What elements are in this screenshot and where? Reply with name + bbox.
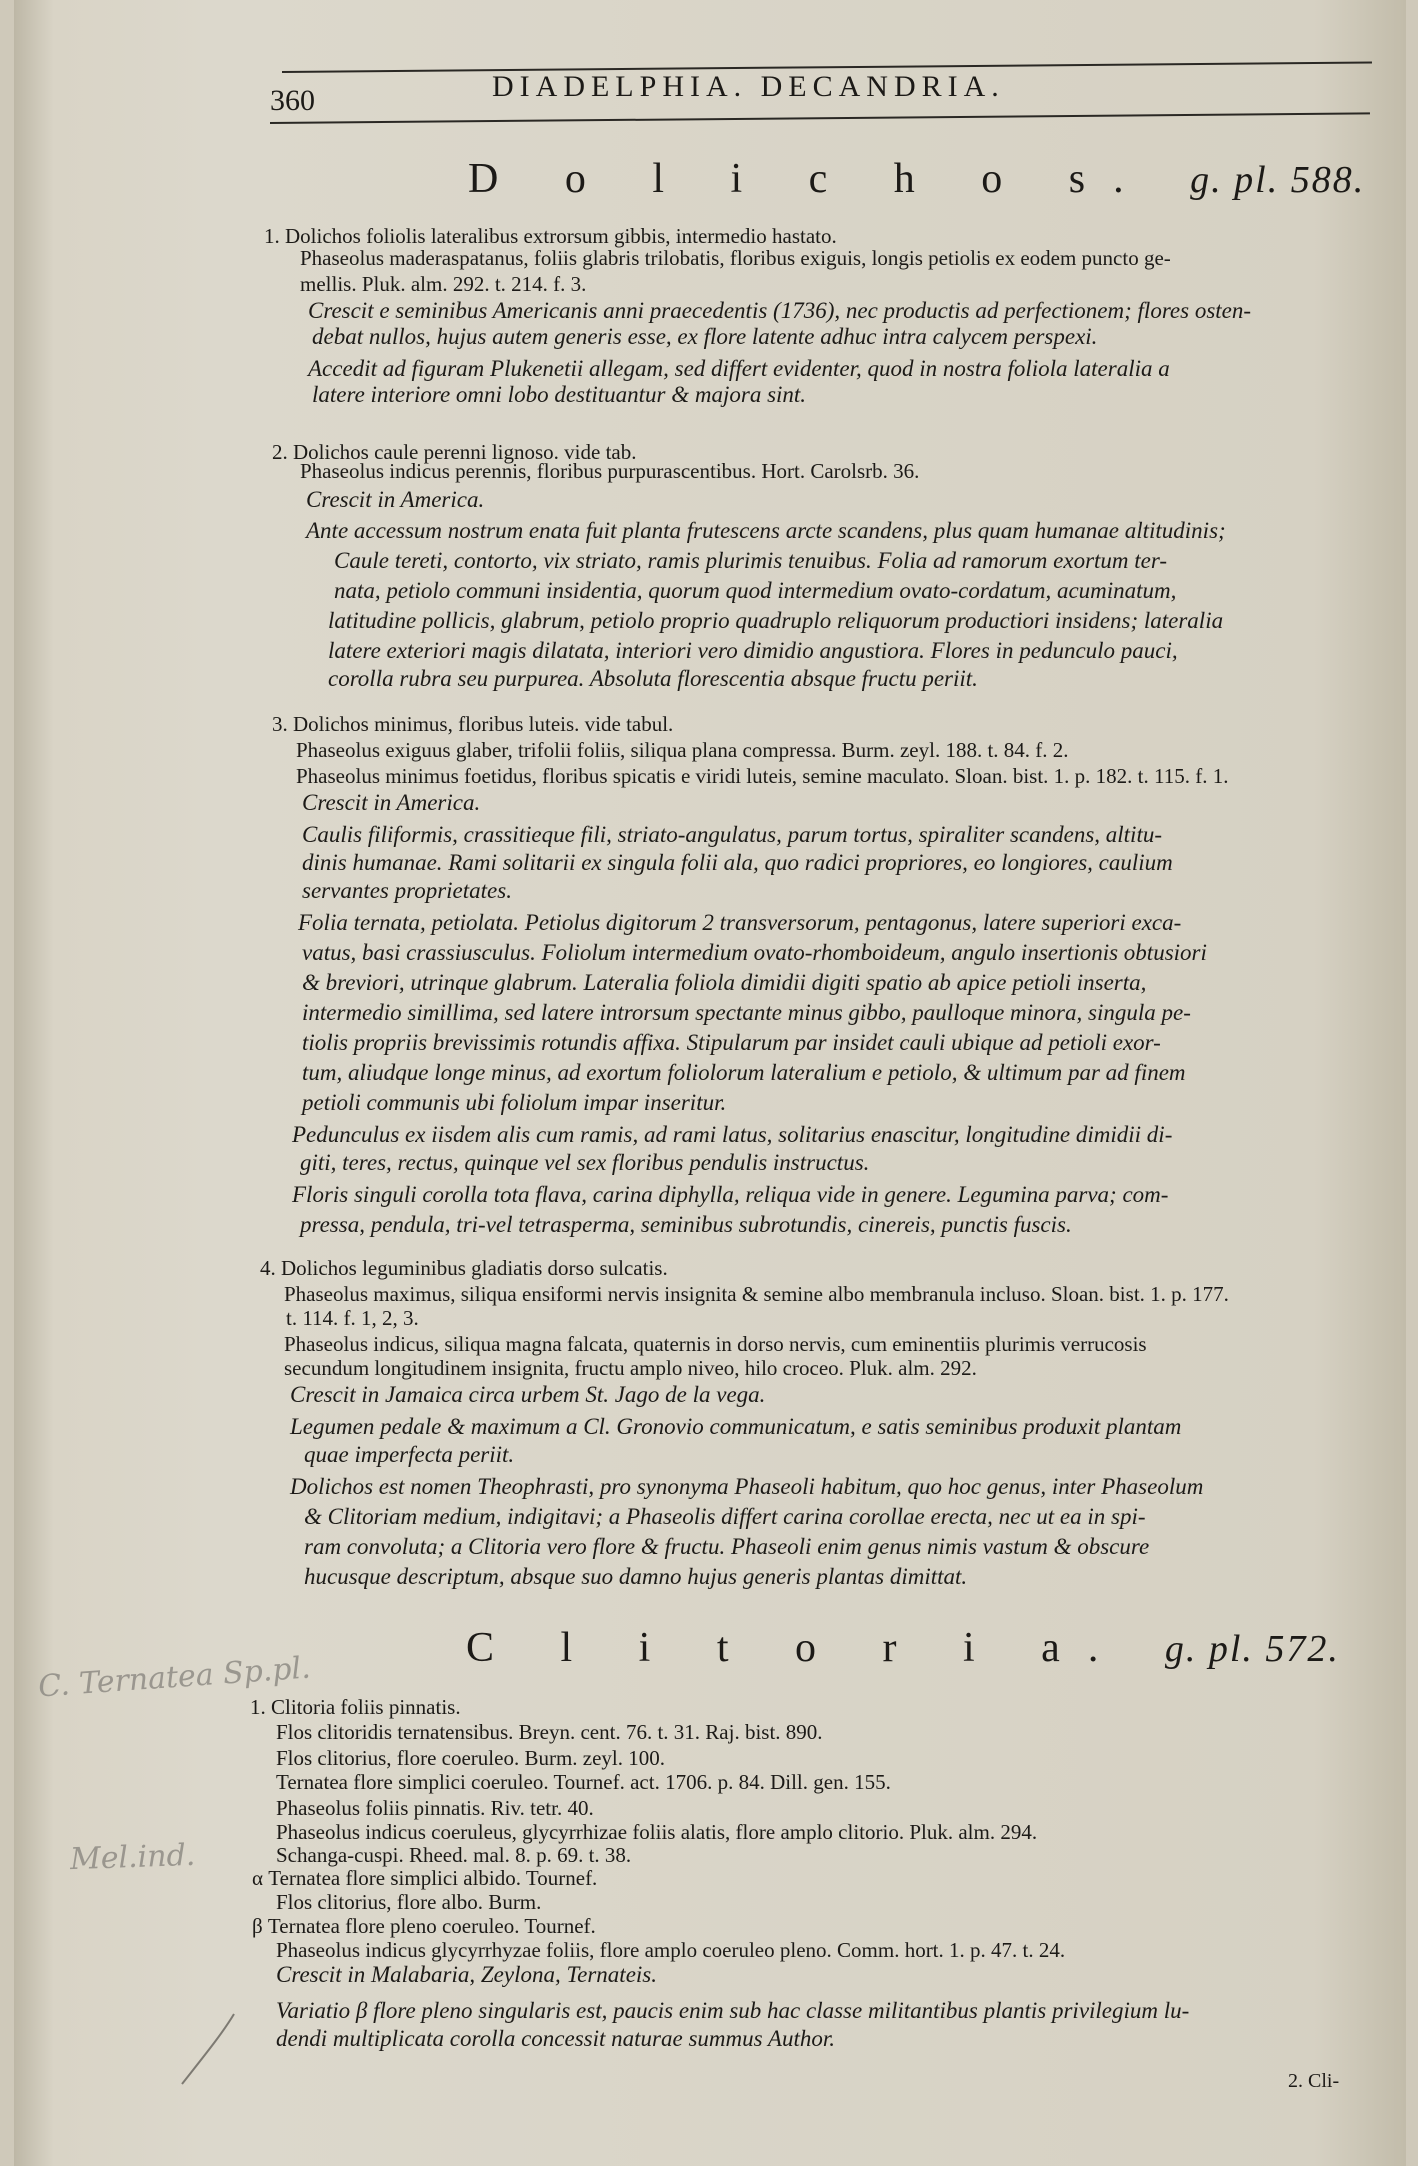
text-line: Crescit in Jamaica circa urbem St. Jago de la vega. (290, 1382, 766, 1407)
genus-reference: g. pl. 572. (1164, 1628, 1340, 1670)
text-line: 2. Dolichos caule perenni lignoso. vide tab. (272, 440, 637, 464)
text-line: hucusque descriptum, absque suo damno hujus generis plantas dimittat. (304, 1564, 968, 1589)
text-line: Caule tereti, contorto, vix striato, ramis plurimis tenuibus. Folia ad ramorum exortum ter- (334, 548, 1168, 573)
text-line: Crescit in America. (306, 487, 485, 512)
text-line: Floris singuli corolla tota flava, carina diphylla, reliqua vide in genere. Legumina parva; com- (292, 1182, 1169, 1207)
text-line: dendi multiplicata corolla concessit naturae summus Author. (276, 2026, 835, 2051)
running-title: DIADELPHIA. DECANDRIA. (492, 70, 1005, 103)
text-line: Ternatea flore simplici coeruleo. Tournef. act. 1706. p. 84. Dill. gen. 155. (276, 1770, 891, 1794)
text-line: tum, aliudque longe minus, ad exortum foliolorum lateralium e petiolo, & ultimum par ad finem (302, 1060, 1186, 1085)
text-line: Schanga-cuspi. Rheed. mal. 8. p. 69. t. 38. (276, 1843, 632, 1867)
book-page (14, 0, 1406, 2166)
genus-reference: g. pl. 588. (1190, 159, 1366, 201)
text-line: β Ternatea flore pleno coeruleo. Tournef. (252, 1914, 596, 1938)
page-number: 360 (270, 84, 315, 117)
text-line: Pedunculus ex iisdem alis cum ramis, ad rami latus, solitarius enascitur, longitudine dimidii di- (292, 1122, 1173, 1147)
genus-heading-clitoria (466, 1624, 1340, 1672)
margin-annotation: C. Ternatea Sp.pl. (37, 1650, 312, 1705)
text-line: tiolis propriis brevissimis rotundis affixa. Stipularum par insidet cauli ubique ad petioli exor- (302, 1030, 1161, 1055)
text-line: pressa, pendula, tri-vel tetrasperma, seminibus subrotundis, cinereis, punctis fuscis. (300, 1212, 1072, 1237)
text-line: Accedit ad figuram Plukenetii allegam, sed differt evidenter, quod in nostra foliola lateralia a (308, 356, 1170, 381)
text-line: nata, petiolo communi insidentia, quorum quod intermedium ovato-cordatum, acuminatum, (334, 578, 1177, 603)
text-line: Crescit e seminibus Americanis anni praecedentis (1736), nec productis ad perfectionem; flores osten- (308, 298, 1252, 323)
text-line: giti, teres, rectus, quinque vel sex floribus pendulis instructus. (300, 1150, 870, 1175)
text-line: latere interiore omni lobo destituantur & majora sint. (312, 382, 807, 407)
genus-title: C l i t o r i a. (466, 1625, 1127, 1671)
text-line: secundum longitudinem insignita, fructu amplo niveo, hilo croceo. Pluk. alm. 292. (284, 1356, 977, 1380)
text-line: latere exteriori magis dilatata, interiori vero dimidio angustiora. Flores in pedunculo pauci, (328, 638, 1178, 663)
text-line: debat nullos, hujus autem generis esse, ex flore latente adhuc intra calycem perspexi. (312, 324, 1098, 349)
text-line: dinis humanae. Rami solitarii ex singula folii ala, quo radici propriores, eo longiores, caulium (302, 850, 1173, 875)
text-line: Variatio β flore pleno singularis est, paucis enim sub hac classe militantibus plantis privilegium lu- (276, 1998, 1190, 2023)
text-line: Folia ternata, petiolata. Petiolus digitorum 2 transversorum, pentagonus, latere superiori exca- (298, 910, 1182, 935)
text-line: corolla rubra seu purpurea. Absoluta florescentia absque fructu periit. (328, 666, 978, 691)
text-line: t. 114. f. 1, 2, 3. (286, 1306, 419, 1330)
text-line: Phaseolus minimus foetidus, floribus spicatis e viridi luteis, semine maculato. Sloan. bist. 1. p. 182. t. 115. f. 1. (296, 764, 1229, 788)
text-line: Flos clitorius, flore coeruleo. Burm. zeyl. 100. (276, 1746, 666, 1770)
text-line: Legumen pedale & maximum a Cl. Gronovio communicatum, e satis seminibus produxit plantam (290, 1414, 1182, 1439)
text-line: α Ternatea flore simplici albido. Tournef. (252, 1866, 598, 1890)
header-rule-bottom (270, 112, 1370, 124)
text-line: mellis. Pluk. alm. 292. t. 214. f. 3. (300, 272, 587, 296)
text-line: 3. Dolichos minimus, floribus luteis. vide tabul. (272, 712, 674, 736)
text-line: & breviori, utrinque glabrum. Lateralia foliola dimidii digiti spatio ab apice petioli inserta, (302, 970, 1147, 995)
text-line: Caulis filiformis, crassitieque fili, striato-angulatus, parum tortus, spiraliter scandens, altitu- (302, 822, 1162, 847)
text-line: vatus, basi crassiusculus. Foliolum intermedium ovato-rhomboideum, angulo insertionis obtusiori (302, 940, 1207, 965)
text-line: Phaseolus indicus, siliqua magna falcata, quaternis in dorso nervis, cum eminentiis plurimis verrucosis (284, 1332, 1147, 1356)
text-line: Flos clitorius, flore albo. Burm. (276, 1890, 542, 1914)
text-line: quae imperfecta periit. (304, 1442, 515, 1467)
text-line: 1. Dolichos foliolis lateralibus extrorsum gibbis, intermedio hastato. (264, 224, 837, 248)
text-line: Phaseolus indicus coeruleus, glycyrrhizae foliis alatis, flore amplo clitorio. Pluk. alm. 294. (276, 1820, 1038, 1844)
text-line: Ante accessum nostrum enata fuit planta frutescens arcte scandens, plus quam humanae altitudinis; (306, 518, 1226, 543)
text-line: Phaseolus maximus, siliqua ensiformi nervis insignita & semine albo membranula incluso. Sloan. bist. 1. p. 177. (284, 1282, 1229, 1306)
text-line: 1. Clitoria foliis pinnatis. (250, 1695, 461, 1719)
text-line: Phaseolus indicus perennis, floribus purpurascentibus. Hort. Carolsrb. 36. (300, 459, 920, 483)
text-line: ram convoluta; a Clitoria vero flore & fructu. Phaseoli enim genus nimis vastum & obscure (304, 1534, 1150, 1559)
text-line: & Clitoriam medium, indigitavi; a Phaseolis differt carina corollae erecta, nec ut ea in spi- (304, 1504, 1146, 1529)
margin-annotation: Mel.ind. (69, 1837, 196, 1878)
text-line: 4. Dolichos leguminibus gladiatis dorso sulcatis. (260, 1256, 668, 1280)
text-line: intermedio simillima, sed latere introrsum spectante minus gibbo, paulloque minora, singula pe- (302, 1000, 1191, 1025)
text-line: Dolichos est nomen Theophrasti, pro synonyma Phaseoli habitum, quo hoc genus, inter Phaseolum (290, 1474, 1204, 1499)
text-line: petioli communis ubi foliolum impar inseritur. (302, 1090, 727, 1115)
text-line: latitudine pollicis, glabrum, petiolo proprio quadruplo reliquorum productiori insidens; lateralia (328, 608, 1224, 633)
text-line: Phaseolus exiguus glaber, trifolii foliis, siliqua plana compressa. Burm. zeyl. 188. t. 84. f. 2. (296, 738, 1069, 762)
text-line: servantes proprietates. (302, 878, 512, 903)
text-line: Phaseolus maderaspatanus, foliis glabris trilobatis, floribus exiguis, longis petiolis ex eodem puncto ge- (300, 246, 1171, 270)
genus-title: D o l i c h o s. (468, 156, 1152, 202)
text-line: Phaseolus indicus glycyrrhyzae foliis, flore amplo coeruleo pleno. Comm. hort. 1. p. 47. t. 24. (276, 1938, 1066, 1962)
text-line: Phaseolus foliis pinnatis. Riv. tetr. 40. (276, 1796, 594, 1820)
catchword: 2. Cli- (1288, 2070, 1340, 2092)
text-line: Crescit in America. (302, 790, 481, 815)
genus-heading-dolichos (468, 155, 1365, 203)
text-line: Flos clitoridis ternatensibus. Breyn. cent. 76. t. 31. Raj. bist. 890. (276, 1720, 823, 1744)
margin-pencil-stroke (174, 2010, 244, 2090)
text-line: Crescit in Malabaria, Zeylona, Ternateis. (276, 1962, 657, 1987)
